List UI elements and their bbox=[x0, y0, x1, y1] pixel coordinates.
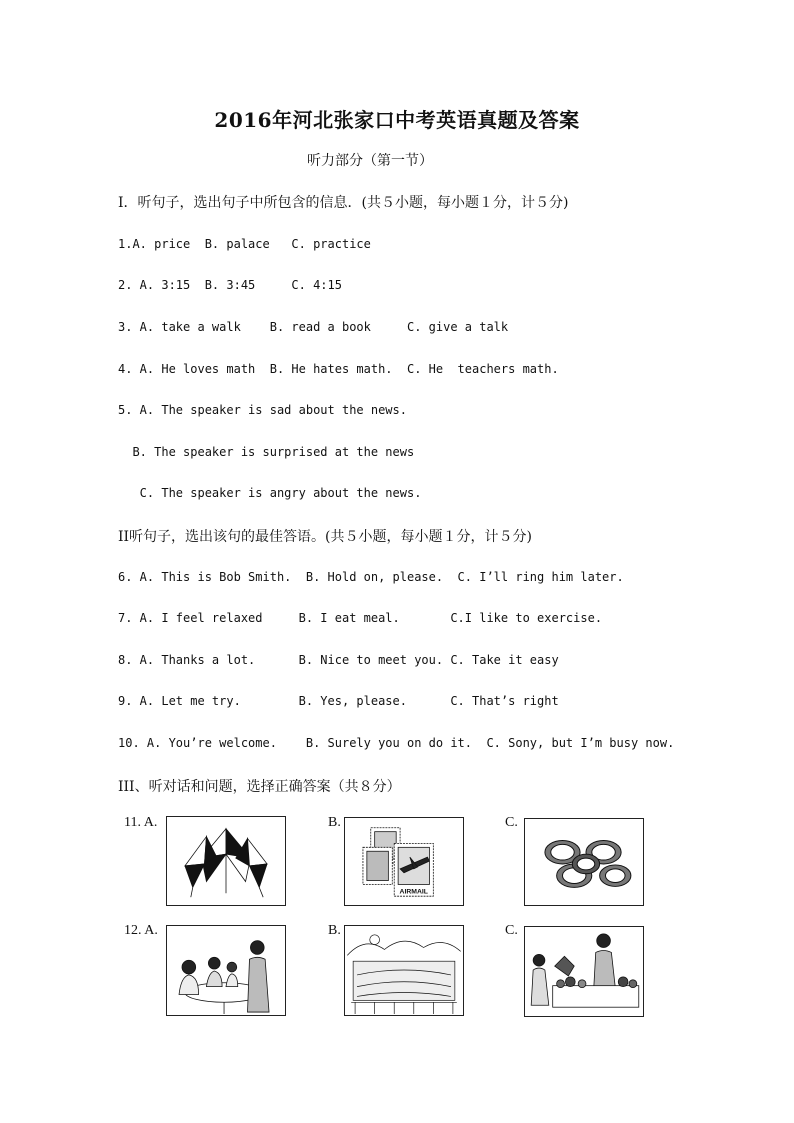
question-10: 10. A. You’re welcome. B. Surely you on do it. C. Sony, but I’m busy now. bbox=[118, 736, 675, 750]
question-8: 8. A. Thanks a lot. B. Nice to meet you. C. Take it easy bbox=[118, 653, 559, 667]
question-4: 4. A. He loves math B. He hates math. C. He teachers math. bbox=[118, 362, 559, 376]
section3-heading: III、听对话和问题，选择正确答案（共８分） bbox=[118, 779, 401, 795]
q12-label-c: C. bbox=[505, 923, 518, 938]
question-5-option-c: C. The speaker is angry about the news. bbox=[118, 486, 422, 500]
stamps-picture bbox=[344, 817, 464, 906]
q11-label-c: C. bbox=[505, 815, 518, 830]
page-subtitle: 听力部分（第一节） bbox=[307, 153, 433, 169]
question-5: 5. A. The speaker is sad about the news. bbox=[118, 403, 407, 417]
crowd-picture bbox=[344, 925, 464, 1016]
question-3: 3. A. take a walk B. read a book C. give a talk bbox=[118, 320, 509, 334]
page-title: 2016年河北张家口中考英语真题及答案 bbox=[214, 108, 580, 132]
question-6: 6. A. This is Bob Smith. B. Hold on, please. C. I’ll ring him later. bbox=[118, 570, 624, 584]
section2-heading: II听句子，选出该句的最佳答语。(共５小题，每小题１分，计５分) bbox=[118, 529, 532, 545]
market-stall-picture bbox=[524, 926, 644, 1017]
question-2: 2. A. 3:15 B. 3:45 C. 4:15 bbox=[118, 278, 342, 292]
kites-picture bbox=[166, 816, 286, 906]
question-1: 1.A. price B. palace C. practice bbox=[118, 237, 371, 251]
section1-heading: I．听句子，选出句子中所包含的信息．(共５小题，每小题１分，计５分) bbox=[118, 195, 569, 211]
q11-label-b: B. bbox=[328, 815, 341, 830]
q11-label-a: 11. A. bbox=[124, 815, 158, 830]
q12-label-b: B. bbox=[328, 923, 341, 938]
question-7: 7. A. I feel relaxed B. I eat meal. C.I like to exercise. bbox=[118, 611, 603, 625]
coins-picture bbox=[524, 818, 644, 906]
question-9: 9. A. Let me try. B. Yes, please. C. That’s right bbox=[118, 694, 559, 708]
airmail-stamp-text: AIRMAIL bbox=[399, 888, 429, 896]
q12-label-a: 12. A. bbox=[124, 923, 158, 938]
family-dinner-picture bbox=[166, 925, 286, 1016]
question-5-option-b: B. The speaker is surprised at the news bbox=[118, 445, 415, 459]
